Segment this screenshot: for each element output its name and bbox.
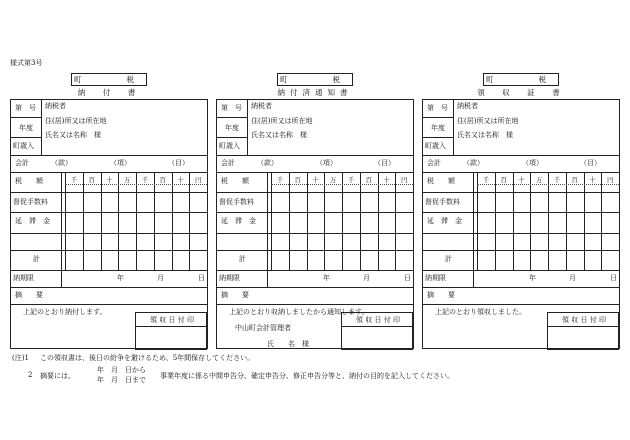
account-label: 会計 <box>15 159 29 167</box>
form-title: 町 税 <box>483 73 559 86</box>
summary-label: 摘 要 <box>427 291 455 299</box>
form-table <box>422 99 620 349</box>
kou-label: （項） <box>110 159 131 167</box>
due-year: 年 <box>529 274 536 282</box>
address-label: 住(居)所又は所在地 <box>251 117 313 125</box>
late-fee-label: 延 滞 金 <box>427 217 462 225</box>
number-label: 第 号 <box>427 104 448 112</box>
dunning-fee-label: 督促手数料 <box>425 198 460 206</box>
tax-amount-label: 税 額 <box>221 177 249 185</box>
officer-name: 中山町会計管理者 <box>235 324 291 332</box>
digit-header: 円 <box>195 176 202 184</box>
digit-header: 十 <box>177 176 184 184</box>
due-day: 日 <box>198 274 205 282</box>
form-3 <box>422 70 620 350</box>
due-year: 年 <box>117 274 124 282</box>
form-2 <box>216 70 414 350</box>
statement-text: 上記のとおり領収しました。 <box>435 308 526 316</box>
number-label: 第 号 <box>15 104 36 112</box>
form-number: 様式第3号 <box>10 59 43 67</box>
digit-header: 万 <box>124 176 131 184</box>
form-subtitle: 納付済通知書 <box>277 88 353 97</box>
digit-header: 十 <box>589 176 596 184</box>
due-year: 年 <box>323 274 330 282</box>
digit-header: 千 <box>347 176 355 184</box>
taxpayer-label: 納税者 <box>251 102 272 110</box>
account-label: 会計 <box>221 159 235 167</box>
summary-label: 摘 要 <box>221 291 249 299</box>
moku-label: （目） <box>374 159 395 167</box>
statement-text: 上記のとおり収納しましたから通知します。 <box>229 308 369 316</box>
note-2-rest: 事業年度に係る中間申告分、確定申告分、修正申告分等と、納付の目的を記入してください。 <box>160 372 454 380</box>
digit-header: 十 <box>518 176 525 184</box>
kou-label: （項） <box>522 159 543 167</box>
moku-label: （目） <box>168 159 189 167</box>
fiscal-year-label: 年度 <box>19 124 33 132</box>
digit-header: 万 <box>536 176 543 184</box>
note-2-from: 年 月 日から <box>97 366 146 374</box>
note-1-prefix: (注)1 <box>12 354 29 362</box>
officer-suffix: 氏 名 様 <box>267 340 309 348</box>
digit-header: 千 <box>70 176 78 184</box>
note-2-prefix: 2 <box>28 371 33 379</box>
town-entry-label: 町歳入 <box>219 142 240 150</box>
form-1 <box>10 70 208 350</box>
due-date-label: 納期限 <box>425 274 446 282</box>
due-day: 日 <box>404 274 411 282</box>
digit-header: 百 <box>294 176 301 184</box>
form-subtitle: 領 収 証 書 <box>477 88 565 97</box>
digit-header: 百 <box>571 176 578 184</box>
stamp-label: 領 収 日 付 印 <box>150 316 194 324</box>
dunning-fee-label: 督促手数料 <box>13 198 48 206</box>
digit-header: 千 <box>141 176 149 184</box>
kan-label: （款） <box>463 159 484 167</box>
form-table <box>216 99 414 349</box>
fiscal-year-label: 年度 <box>431 124 445 132</box>
digit-header: 千 <box>553 176 561 184</box>
digit-header: 円 <box>401 176 408 184</box>
kan-label: （款） <box>51 159 72 167</box>
name-label: 氏名又は名称 様 <box>45 131 101 139</box>
digit-header: 十 <box>106 176 113 184</box>
form-title: 町 税 <box>277 73 353 86</box>
digit-header: 千 <box>482 176 490 184</box>
tax-amount-label: 税 額 <box>427 177 455 185</box>
number-label: 第 号 <box>221 104 242 112</box>
taxpayer-label: 納税者 <box>45 102 66 110</box>
kan-label: （款） <box>257 159 278 167</box>
note-2-label: 摘要には、 <box>40 372 75 380</box>
late-fee-label: 延 滞 金 <box>15 217 50 225</box>
due-day: 日 <box>610 274 617 282</box>
digit-header: 百 <box>500 176 507 184</box>
total-label: 計 <box>33 255 40 263</box>
due-month: 月 <box>569 274 576 282</box>
digit-header: 万 <box>330 176 337 184</box>
address-label: 住(居)所又は所在地 <box>45 117 107 125</box>
due-month: 月 <box>363 274 370 282</box>
total-label: 計 <box>239 255 246 263</box>
name-label: 氏名又は名称 様 <box>457 131 513 139</box>
kou-label: （項） <box>316 159 337 167</box>
town-entry-label: 町歳入 <box>13 142 34 150</box>
due-date-label: 納期限 <box>219 274 240 282</box>
digit-header: 十 <box>312 176 319 184</box>
total-label: 計 <box>445 255 452 263</box>
digit-header: 円 <box>607 176 614 184</box>
address-label: 住(居)所又は所在地 <box>457 117 519 125</box>
town-entry-label: 町歳入 <box>425 142 446 150</box>
account-label: 会計 <box>427 159 441 167</box>
late-fee-label: 延 滞 金 <box>221 217 256 225</box>
digit-header: 千 <box>276 176 284 184</box>
due-month: 月 <box>157 274 164 282</box>
digit-header: 百 <box>88 176 95 184</box>
summary-label: 摘 要 <box>15 291 43 299</box>
note-2-to: 年 月 日まで <box>97 376 146 384</box>
form-title: 町 税 <box>71 73 147 86</box>
tax-amount-label: 税 額 <box>15 177 43 185</box>
stamp-label: 領 収 日 付 印 <box>356 316 400 324</box>
due-date-label: 納期限 <box>13 274 34 282</box>
fiscal-year-label: 年度 <box>225 124 239 132</box>
digit-header: 百 <box>365 176 372 184</box>
digit-header: 百 <box>159 176 166 184</box>
form-subtitle: 納 付 書 <box>77 88 141 97</box>
form-table <box>10 99 208 349</box>
statement-text: 上記のとおり納付します。 <box>23 308 107 316</box>
taxpayer-label: 納税者 <box>457 102 478 110</box>
note-1: この領収書は、後日の紛争を避けるため、5年間保存してください。 <box>40 354 255 362</box>
moku-label: （目） <box>580 159 601 167</box>
dunning-fee-label: 督促手数料 <box>219 198 254 206</box>
name-label: 氏名又は名称 様 <box>251 131 307 139</box>
digit-header: 十 <box>383 176 390 184</box>
stamp-label: 領 収 日 付 印 <box>562 316 606 324</box>
